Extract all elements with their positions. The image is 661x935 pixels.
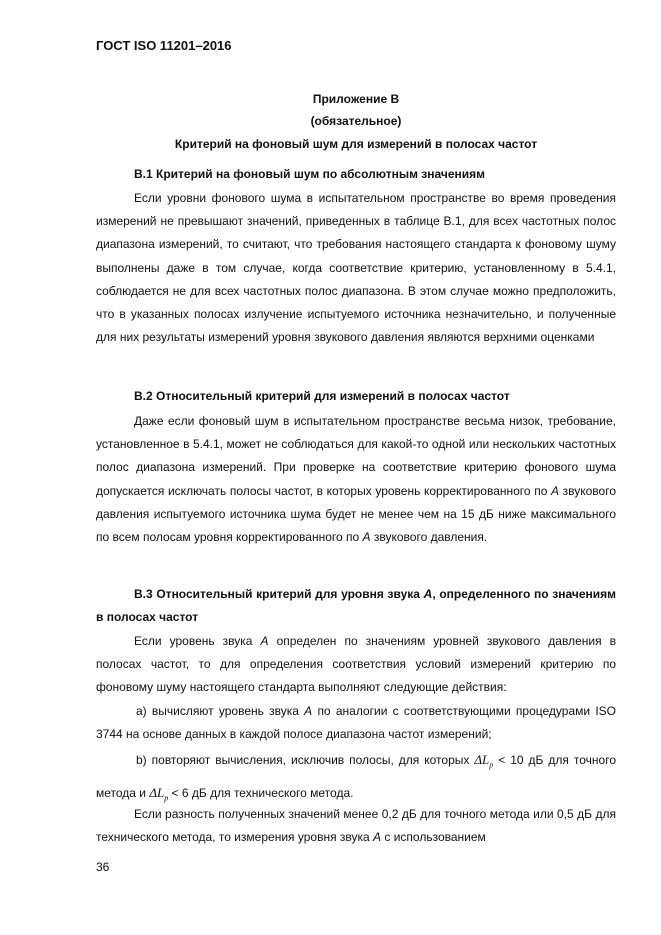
document-header: ГОСТ ISO 11201–2016 xyxy=(96,38,232,53)
b3-heading-italic-a: A xyxy=(423,587,433,601)
b2-text-part: звукового давления. xyxy=(370,530,488,545)
b2-italic-a: A xyxy=(362,530,371,545)
b3-final-part: Если разность полученных значений менее 0,2 дБ для точного метода или 0,5 дБ для технического метода, то измерения уровня звука xyxy=(96,807,616,845)
item-a-part: по аналогии с соответствующими процедурами ISO 3744 на основе данных в каждой полосе диапазона частот измерений; xyxy=(96,704,616,742)
b2-text-part: Даже если фоновый шум в испытательном пространстве весьма низок, требование, установленное в 5.4.1, может не соблюдаться для какой-то одной или нескольких частотных полос диапазона измерений. При проверке на соответствие критерию фонового шума допускается исключать полосы частот, в которых уровень корректированного по xyxy=(96,414,616,498)
item-b-part: < 6 дБ для технического метода. xyxy=(168,785,354,800)
item-a-italic-a: A xyxy=(304,704,313,718)
list-item-b xyxy=(96,746,616,811)
annex-subtitle: Критерий на фоновый шум для измерений в полосах частот xyxy=(174,137,538,151)
page-number: 36 xyxy=(96,860,110,874)
b3-intro-italic-a: A xyxy=(260,634,269,648)
item-b-part: b) повторяют вычисления, исключив полосы, для которых xyxy=(136,753,475,767)
b2-text-part: звукового давления испытуемого источника шума будет не менее чем на 15 дБ ниже максимального по всем полосам уровня корректированного по xyxy=(96,483,616,545)
b3-final-italic-a: A xyxy=(373,830,382,845)
section-b3-final xyxy=(96,803,616,849)
section-b3-heading xyxy=(96,583,616,629)
delta-symbol-text: ΔL xyxy=(474,752,490,767)
b3-intro-part: Если уровень звука xyxy=(134,634,261,648)
b3-final-part: с использованием xyxy=(381,830,486,845)
section-b3-intro xyxy=(96,630,616,700)
annex-title: Приложение В xyxy=(312,92,400,106)
annex-status: (обязательное) xyxy=(310,114,402,128)
section-b2-heading xyxy=(96,385,616,408)
section-b2-text xyxy=(96,410,616,549)
delta-lp-symbol xyxy=(474,752,494,770)
section-b2-heading-text: В.2 Относительный критерий для измерений в полосах частот xyxy=(134,389,510,403)
item-b-part: < 10 дБ для точного метода и xyxy=(96,753,616,800)
delta-symbol-subscript: p xyxy=(489,760,494,770)
b3-intro-part: определен по значениям уровней звукового давления в полосах частот, то для определения соответствия условий измерений критерию по фоновому шуму настоящего стандарта выполняют следующие действия: xyxy=(96,634,616,695)
b3-heading-part: , определенного по значениям в полосах частот xyxy=(96,587,616,624)
delta-symbol-text: ΔL xyxy=(149,784,165,800)
list-item-a xyxy=(96,700,616,746)
section-b1-text: Если уровни фонового шума в испытательном пространстве во время проведения измерений не превышают значений, приведенных в таблице В.1, для всех частотных полос диапазона измерений, то считают, что требования настоящего стандарта к фоновому шуму выполнены даже в том случае, когда соответствие критерию, установленному в 5.4.1, соблюдается не для всех частотных полос диапазона. В этом случае можно предположить, что в указанных полосах излучение испытуемого источника незначительно, и полученные для них результаты измерений уровня звукового давления являются верхними оценками xyxy=(96,191,616,345)
section-b1-heading-text: В.1 Критерий на фоновый шум по абсолютным значениям xyxy=(134,167,486,181)
delta-lp-symbol xyxy=(149,784,169,803)
item-a-part: a) вычисляют уровень звука xyxy=(136,704,305,718)
section-b1-heading xyxy=(96,163,616,186)
b3-heading-part: В.3 Относительный критерий для уровня звука xyxy=(134,587,424,601)
delta-symbol-subscript: p xyxy=(164,793,169,803)
b2-italic-a: A xyxy=(550,483,559,498)
